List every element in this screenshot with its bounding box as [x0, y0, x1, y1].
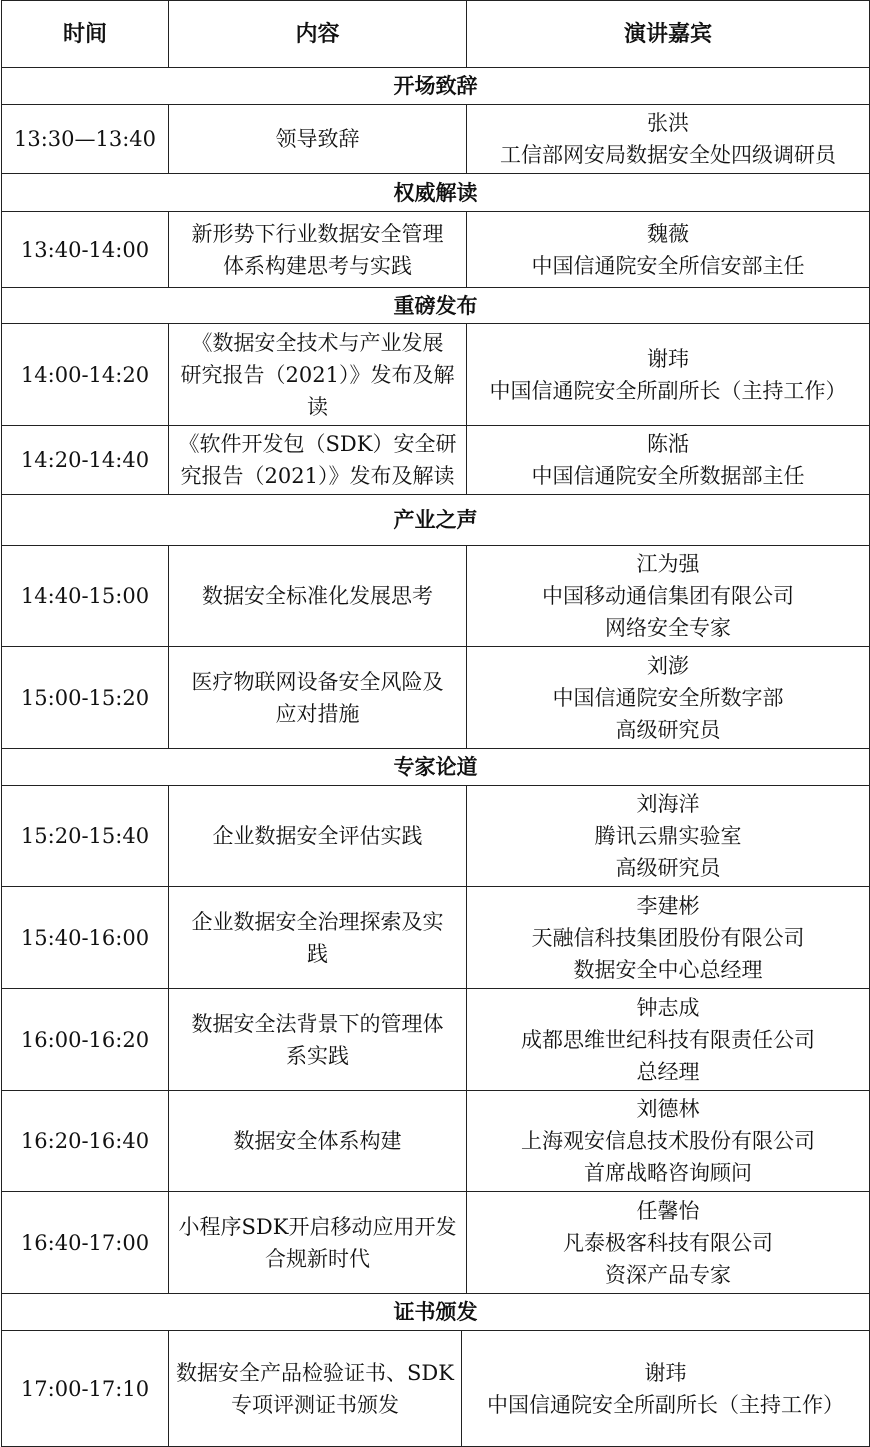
header-time-text — [63, 18, 107, 50]
time-cell-line: 16:00-16:20 — [20, 1027, 150, 1052]
speaker-cell-line: 中国信通院安全所副所长（主持工作） — [489, 378, 847, 403]
content-cell-text — [176, 1357, 454, 1421]
time-cell-text — [21, 234, 149, 266]
content-cell-line: 数据安全体系构建 — [233, 1129, 402, 1153]
speaker-cell-line: 凡泰极客科技有限公司 — [563, 1230, 773, 1255]
speaker-cell-line: 陈湉 — [647, 432, 689, 456]
table-rule — [1, 646, 870, 647]
content-cell-line: 企业数据安全评估实践 — [212, 824, 423, 848]
table-rule — [1, 988, 870, 989]
table-rule — [1, 1330, 870, 1331]
speaker-cell-text — [532, 428, 805, 492]
speaker-cell-line: 江为强 — [636, 552, 700, 576]
table-rule — [1, 748, 870, 749]
speaker-cell-text — [563, 1195, 773, 1291]
table-rule — [466, 211, 467, 288]
speaker-cell-line: 中国信通院安全所数字部 — [552, 685, 784, 710]
table-rule — [168, 988, 169, 1091]
speaker-cell-line: 李建彬 — [636, 893, 700, 918]
speaker-cell-line: 工信部网安局数据安全处四级调研员 — [500, 143, 836, 167]
table-rule — [1, 1191, 870, 1192]
table-rule — [1, 0, 2, 1447]
time-cell-line: 13:30—13:40 — [13, 127, 157, 151]
header-speaker — [467, 1, 869, 67]
table-rule — [168, 425, 169, 495]
speaker-cell-line: 首席战略咨询顾问 — [584, 1161, 752, 1185]
speaker-cell-text — [553, 650, 784, 746]
speaker-cell-line: 数据安全中心总经理 — [573, 957, 763, 982]
section-title — [2, 749, 869, 785]
speaker-cell-line: 刘德林 — [636, 1097, 700, 1121]
time-cell — [2, 1192, 168, 1293]
time-cell-text — [21, 359, 149, 391]
content-cell-text — [192, 906, 444, 970]
content-cell-line: 数据安全法背景下的管理体 — [191, 1011, 444, 1036]
speaker-cell — [467, 647, 869, 748]
content-cell-line: 践 — [307, 941, 328, 966]
speaker-cell-line: 钟志成 — [636, 995, 700, 1020]
content-cell — [169, 1091, 466, 1191]
time-cell-line: 15:40-16:00 — [20, 925, 150, 950]
section-title-line: 权威解读 — [393, 179, 478, 205]
speaker-cell — [467, 989, 869, 1090]
table-rule — [168, 1330, 169, 1447]
content-cell-text — [181, 327, 455, 423]
content-cell-line: 数据安全标准化发展思考 — [202, 584, 433, 608]
content-cell-line: 《软件开发包（SDK）安全研 — [178, 432, 457, 456]
time-cell — [2, 647, 168, 748]
content-cell-text — [179, 1211, 457, 1275]
speaker-cell-line: 张洪 — [647, 111, 689, 135]
time-cell-line: 15:00-15:20 — [20, 685, 150, 710]
speaker-cell-text — [500, 107, 836, 171]
time-cell — [2, 887, 168, 988]
content-cell-line: 研究报告（2021）》发布及解 — [180, 362, 455, 387]
time-cell-text — [21, 1227, 149, 1259]
table-rule — [461, 1330, 462, 1447]
speaker-cell-line: 中国信通院安全所副所长（主持工作） — [487, 1392, 844, 1417]
content-cell — [169, 324, 466, 425]
time-cell — [2, 786, 168, 886]
table-rule — [466, 545, 467, 647]
header-time-line: 时间 — [62, 21, 107, 47]
speaker-cell-line: 刘海洋 — [636, 792, 700, 816]
time-cell — [2, 426, 168, 494]
table-rule — [1, 494, 870, 495]
speaker-cell — [467, 546, 869, 646]
section-title-text — [394, 70, 478, 102]
content-cell — [169, 1331, 461, 1446]
section-title-line: 开场致辞 — [393, 73, 478, 98]
content-cell — [169, 546, 466, 646]
speaker-cell-text — [521, 1093, 815, 1189]
time-cell-line: 14:40-15:00 — [20, 584, 150, 608]
content-cell-text — [234, 1125, 402, 1157]
table-rule — [1, 886, 870, 887]
table-rule — [1, 425, 870, 426]
speaker-cell-line: 天融信科技集团股份有限公司 — [531, 925, 805, 950]
content-cell — [169, 887, 466, 988]
content-cell-text — [192, 218, 444, 282]
content-cell-line: 医疗物联网设备安全风险及 — [191, 669, 444, 694]
table-rule — [168, 1191, 169, 1294]
section-title-text — [394, 751, 478, 783]
speaker-cell-line: 中国信通院安全所数据部主任 — [531, 464, 805, 488]
speaker-cell — [467, 1091, 869, 1191]
content-cell-line: 系实践 — [286, 1043, 349, 1068]
table-rule — [1, 287, 870, 288]
time-cell-text — [21, 444, 149, 476]
section-title-text — [394, 290, 478, 322]
speaker-cell-text — [542, 548, 794, 644]
speaker-cell-line: 资深产品专家 — [605, 1262, 731, 1287]
table-rule — [466, 1191, 467, 1294]
table-rule — [1, 1293, 870, 1294]
content-cell-line: 读 — [306, 394, 328, 419]
content-cell-line: 小程序SDK开启移动应用开发 — [178, 1214, 457, 1239]
table-rule — [168, 646, 169, 749]
time-cell-text — [21, 1373, 149, 1405]
content-cell-line: 体系构建思考与实践 — [223, 253, 412, 278]
speaker-cell-line: 上海观安信息技术股份有限公司 — [521, 1129, 815, 1153]
time-cell-line: 16:40-17:00 — [20, 1230, 150, 1255]
table-rule — [168, 104, 169, 174]
table-rule — [168, 1090, 169, 1192]
speaker-cell — [467, 786, 869, 886]
time-cell-text — [21, 820, 149, 852]
table-rule — [1, 104, 870, 105]
table-rule — [1, 67, 870, 68]
time-cell-text — [14, 123, 156, 155]
section-title — [2, 68, 869, 104]
speaker-cell — [467, 324, 869, 425]
table-rule — [466, 1090, 467, 1192]
speaker-cell-text — [532, 890, 805, 986]
section-title — [2, 288, 869, 323]
section-title-text — [394, 504, 478, 536]
table-rule — [168, 886, 169, 989]
table-rule — [168, 545, 169, 647]
section-title-line: 产业之声 — [393, 507, 478, 532]
section-title-line: 专家论道 — [393, 754, 478, 779]
header-content-line: 内容 — [295, 21, 340, 47]
speaker-cell — [467, 105, 869, 173]
table-rule — [466, 104, 467, 174]
content-cell-text — [202, 580, 433, 612]
time-cell-text — [21, 580, 149, 612]
speaker-cell — [467, 212, 869, 287]
speaker-cell-text — [490, 343, 847, 407]
speaker-cell — [467, 426, 869, 494]
content-cell-line: 合规新时代 — [264, 1246, 370, 1271]
content-cell-line: 数据安全产品检验证书、SDK — [176, 1360, 454, 1385]
content-cell-line: 应对措施 — [275, 701, 360, 726]
section-title — [2, 495, 869, 545]
header-content-text — [295, 18, 339, 50]
section-title — [2, 174, 869, 211]
table-rule — [466, 0, 467, 68]
speaker-cell-text — [595, 788, 742, 884]
time-cell-text — [21, 1125, 149, 1157]
speaker-cell-line: 魏薇 — [647, 221, 689, 246]
table-rule — [1, 0, 870, 1]
table-rule — [168, 785, 169, 887]
content-cell — [169, 1192, 466, 1293]
table-rule — [466, 886, 467, 989]
table-rule — [168, 0, 169, 68]
speaker-cell-line: 谢玮 — [647, 346, 689, 371]
speaker-cell-text — [487, 1357, 844, 1421]
speaker-cell-line: 任馨怡 — [636, 1198, 700, 1223]
content-cell-line: 新形势下行业数据安全管理 — [191, 221, 444, 246]
time-cell — [2, 989, 168, 1090]
header-speaker-line: 演讲嘉宾 — [623, 21, 712, 47]
time-cell — [2, 105, 168, 173]
table-rule — [466, 785, 467, 887]
content-cell — [169, 426, 466, 494]
table-rule — [466, 988, 467, 1091]
speaker-cell — [467, 887, 869, 988]
time-cell-line: 14:20-14:40 — [20, 448, 150, 472]
time-cell-line: 15:20-15:40 — [20, 824, 150, 848]
content-cell-line: 领导致辞 — [275, 127, 360, 151]
header-speaker-text — [624, 18, 712, 50]
time-cell-text — [21, 1024, 149, 1056]
section-title-text — [394, 177, 478, 209]
time-cell — [2, 1331, 168, 1446]
speaker-cell-line: 高级研究员 — [615, 856, 721, 880]
header-time — [2, 1, 168, 67]
speaker-cell-line: 成都思维世纪科技有限责任公司 — [521, 1027, 815, 1052]
table-rule — [168, 211, 169, 288]
content-cell — [169, 989, 466, 1090]
content-cell-line: 专项评测证书颁发 — [230, 1392, 399, 1417]
speaker-cell-line: 腾讯云鼎实验室 — [594, 824, 742, 848]
speaker-cell-line: 中国信通院安全所信安部主任 — [531, 253, 805, 278]
table-rule — [1, 545, 870, 546]
speaker-cell-text — [521, 992, 815, 1088]
time-cell — [2, 1091, 168, 1191]
content-cell-text — [192, 666, 444, 730]
time-cell-line: 14:00-14:20 — [20, 362, 150, 387]
speaker-cell-line: 高级研究员 — [615, 717, 721, 742]
table-rule — [1, 173, 870, 174]
speaker-cell — [462, 1331, 869, 1446]
section-title-line: 重磅发布 — [393, 292, 478, 318]
section-title — [2, 1294, 869, 1330]
speaker-cell-line: 中国移动通信集团有限公司 — [542, 584, 794, 608]
time-cell-text — [21, 682, 149, 714]
table-rule — [1, 785, 870, 786]
content-cell — [169, 647, 466, 748]
content-cell-line: 企业数据安全治理探索及实 — [191, 909, 444, 934]
time-cell-line: 17:00-17:10 — [20, 1376, 150, 1401]
speaker-cell-line: 总经理 — [636, 1059, 700, 1084]
time-cell — [2, 546, 168, 646]
table-rule — [1, 1090, 870, 1091]
table-rule — [466, 323, 467, 426]
speaker-cell-line: 网络安全专家 — [605, 616, 731, 640]
speaker-cell-line: 刘澎 — [647, 653, 689, 678]
content-cell-text — [213, 820, 423, 852]
time-cell — [2, 324, 168, 425]
time-cell-line: 16:20-16:40 — [20, 1129, 150, 1153]
header-content — [169, 1, 466, 67]
content-cell-line: 《数据安全技术与产业发展 — [191, 330, 444, 355]
speaker-cell-line: 谢玮 — [644, 1360, 687, 1385]
content-cell — [169, 105, 466, 173]
content-cell-line: 究报告（2021）》发布及解读 — [180, 464, 455, 488]
time-cell-text — [21, 922, 149, 954]
table-rule — [168, 323, 169, 426]
content-cell-text — [192, 1008, 444, 1072]
time-cell — [2, 212, 168, 287]
content-cell — [169, 212, 466, 287]
section-title-line: 证书颁发 — [393, 1299, 478, 1324]
content-cell — [169, 786, 466, 886]
speaker-cell — [467, 1192, 869, 1293]
time-cell-line: 13:40-14:00 — [20, 237, 150, 262]
content-cell-text — [179, 428, 457, 492]
table-rule — [466, 646, 467, 749]
content-cell-text — [276, 123, 360, 155]
speaker-cell-text — [532, 218, 805, 282]
table-rule — [1, 211, 870, 212]
table-rule — [1, 323, 870, 324]
section-title-text — [394, 1296, 478, 1328]
table-rule — [466, 425, 467, 495]
